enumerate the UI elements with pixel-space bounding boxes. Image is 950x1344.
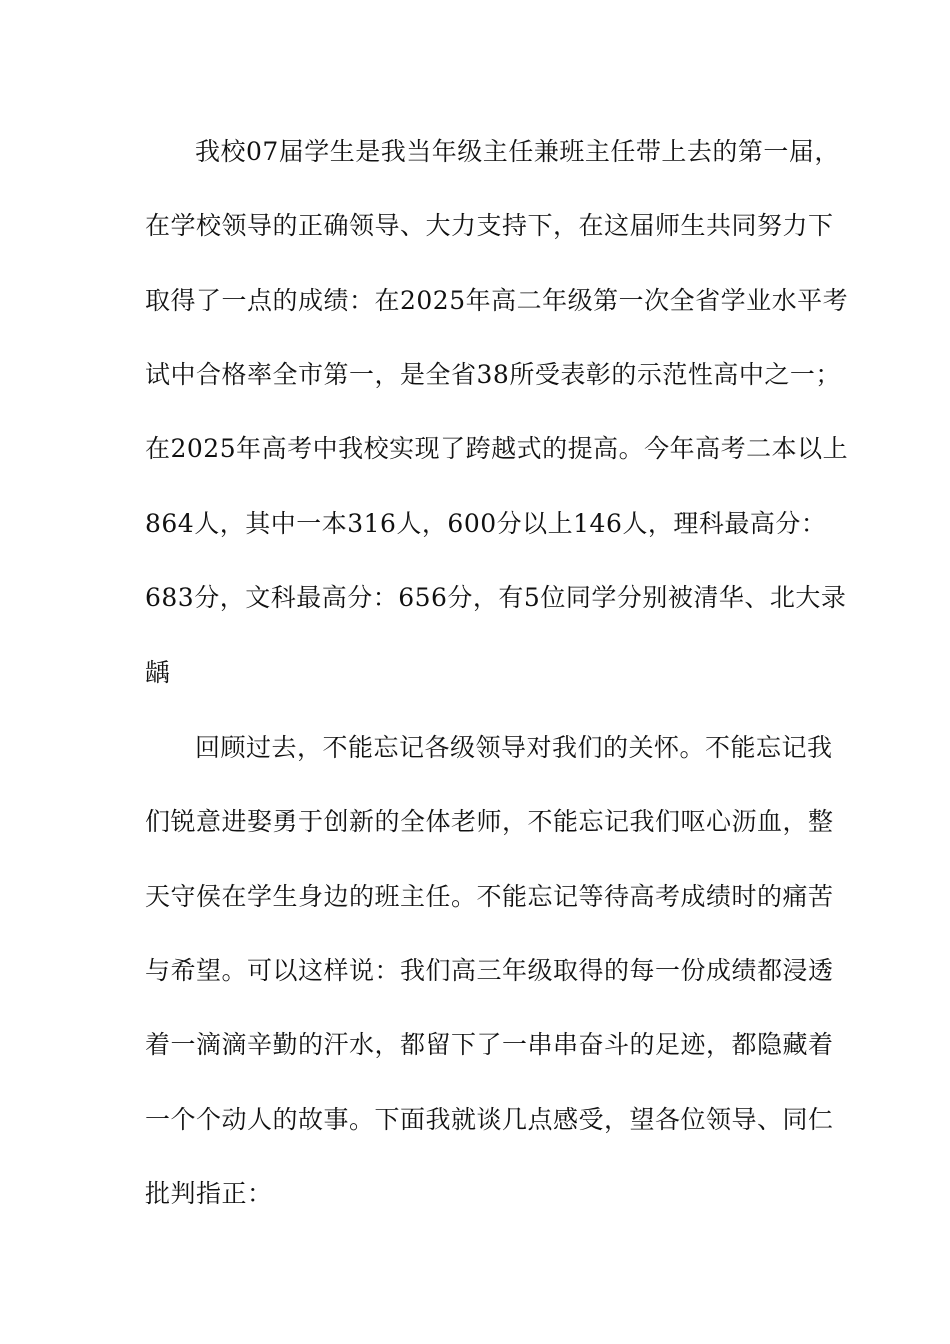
paragraph-line: 一个个动人的故事。下面我就谈几点感受，望各位领导、同仁: [145, 1105, 834, 1134]
paragraph-line: 龋: [145, 658, 171, 687]
paragraph-line: 我校07届学生是我当年级主任兼班主任带上去的第一届，: [195, 137, 840, 166]
paragraph-line: 回顾过去，不能忘记各级领导对我们的关怀。不能忘记我: [195, 733, 833, 762]
paragraph-line: 864人，其中一本316人，600分以上146人，理科最高分：: [145, 509, 827, 538]
paragraph-line: 批判指正：: [145, 1179, 273, 1208]
paragraph-line: 着一滴滴辛勤的汗水，都留下了一串串奋斗的足迹，都隐藏着: [145, 1030, 834, 1059]
paragraph-line: 在学校领导的正确领导、大力支持下，在这届师生共同努力下: [145, 211, 834, 240]
paragraph-line: 试中合格率全市第一，是全省38所受表彰的示范性高中之一；: [145, 360, 841, 389]
paragraph-line: 与希望。可以这样说：我们高三年级取得的每一份成绩都浸透: [145, 956, 834, 985]
paragraph-line: 在2025年高考中我校实现了跨越式的提高。今年高考二本以上: [145, 434, 849, 463]
paragraph-line: 天守侯在学生身边的班主任。不能忘记等待高考成绩时的痛苦: [145, 882, 834, 911]
paragraph-line: 683分，文科最高分：656分，有5位同学分别被清华、北大录: [145, 583, 847, 612]
paragraph-line: 取得了一点的成绩：在2025年高二年级第一次全省学业水平考: [145, 286, 849, 315]
paragraph-line: 们锐意进娶勇于创新的全体老师，不能忘记我们呕心沥血，整: [145, 807, 834, 836]
